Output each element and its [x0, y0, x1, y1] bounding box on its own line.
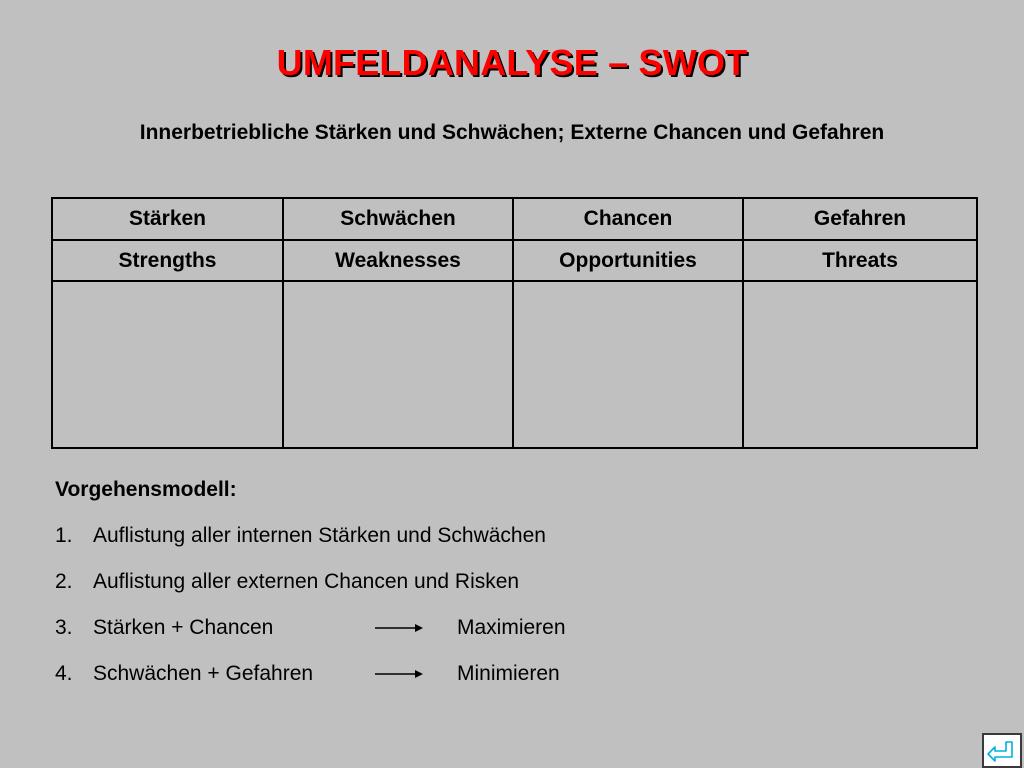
swot-header-row-german [52, 198, 977, 240]
swot-header-threats-en: Threats [743, 240, 977, 281]
step-number: 2. [55, 570, 73, 593]
swot-cell-threats [743, 281, 977, 448]
step-result: Minimieren [457, 662, 560, 685]
swot-header-strengths-en: Strengths [52, 240, 283, 281]
swot-cell-weaknesses [283, 281, 513, 448]
step-number: 3. [55, 616, 73, 639]
step-text: Schwächen + Gefahren [93, 662, 314, 685]
slide-title: UMFELDANALYSE – SWOT [276, 42, 748, 83]
swot-header-opportunities-de: Chancen [513, 198, 743, 240]
swot-header-strengths-de: Stärken [52, 198, 283, 240]
step-number: 4. [55, 662, 73, 685]
swot-header-weaknesses-en: Weaknesses [283, 240, 513, 281]
step-text: Auflistung aller internen Stärken und Schwächen [93, 524, 546, 547]
return-nav-button[interactable] [982, 733, 1022, 768]
slide-subtitle: Innerbetriebliche Stärken und Schwächen; Externe Chancen und Gefahren [139, 121, 885, 144]
swot-header-threats-de: Gefahren [743, 198, 977, 240]
procedure-step [55, 521, 815, 551]
step-number: 1. [55, 524, 73, 547]
procedure-step [55, 613, 815, 643]
swot-header-row-english [52, 240, 977, 281]
swot-header-opportunities-en: Opportunities [513, 240, 743, 281]
swot-cell-strengths [52, 281, 283, 448]
arrow-right-icon [375, 667, 423, 681]
step-text: Auflistung aller externen Chancen und Risken [93, 570, 520, 593]
step-result: Maximieren [457, 616, 566, 639]
arrow-right-icon [375, 621, 423, 635]
swot-body-row [52, 281, 977, 448]
swot-header-weaknesses-de: Schwächen [283, 198, 513, 240]
procedure-step [55, 567, 815, 597]
swot-cell-opportunities [513, 281, 743, 448]
return-nav-icon [986, 737, 1018, 764]
procedure-model [55, 475, 815, 705]
step-text: Stärken + Chancen [93, 616, 274, 639]
procedure-step [55, 659, 815, 689]
swot-table [51, 197, 978, 449]
procedure-heading: Vorgehensmodell: [55, 478, 237, 501]
